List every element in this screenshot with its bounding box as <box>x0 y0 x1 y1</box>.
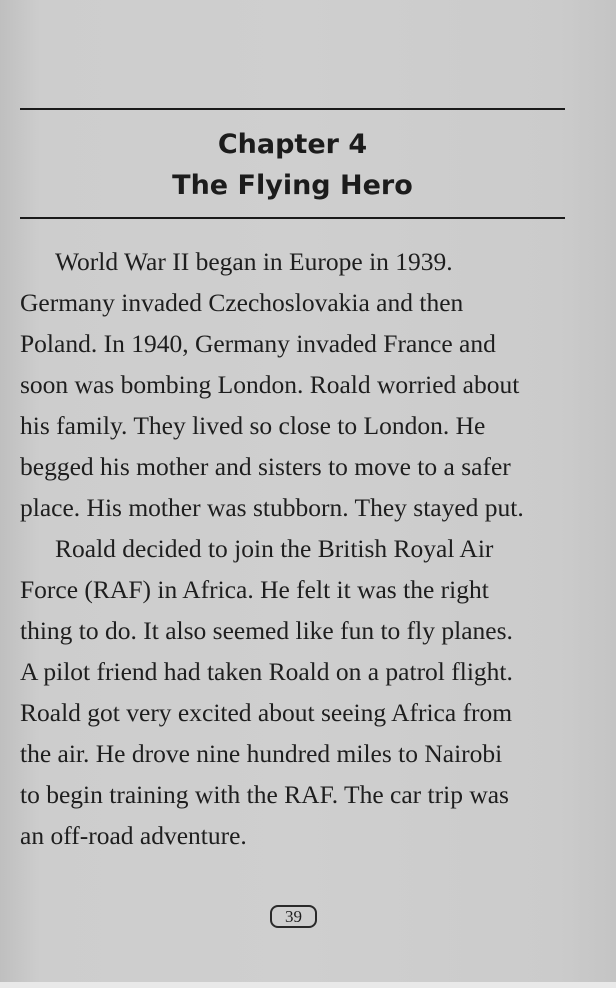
text-line: Poland. In 1940, Germany invaded France and <box>20 329 496 358</box>
text-line: A pilot friend had taken Roald on a patrol flight. <box>20 657 513 686</box>
text-line: Roald decided to join the British Royal Air <box>55 534 494 563</box>
text-line: Roald got very excited about seeing Africa from <box>20 698 513 727</box>
chapter-title: The Flying Hero <box>172 170 413 201</box>
paragraph <box>20 528 580 856</box>
chapter-bottom-rule <box>20 217 565 219</box>
text-line: to begin training with the RAF. The car trip was <box>20 780 509 809</box>
text-line: Germany invaded Czechoslovakia and then <box>20 288 464 317</box>
text-line: Force (RAF) in Africa. He felt it was the right <box>20 575 489 604</box>
text-line: soon was bombing London. Roald worried about <box>20 370 520 399</box>
text-line: place. His mother was stubborn. They stayed put. <box>20 493 524 522</box>
text-line: the air. He drove nine hundred miles to Nairobi <box>20 739 503 768</box>
text-line: World War II began in Europe in 1939. <box>55 247 453 276</box>
page-bottom-edge <box>0 982 616 988</box>
text-line: an off-road adventure. <box>20 821 247 850</box>
text-line: his family. They lived so close to London. He <box>20 411 486 440</box>
text-line: thing to do. It also seemed like fun to fly planes. <box>20 616 513 645</box>
paragraph <box>20 241 580 528</box>
body-text <box>20 241 580 856</box>
chapter-top-rule <box>20 108 565 110</box>
text-line: begged his mother and sisters to move to a safer <box>20 452 511 481</box>
page-number: 39 <box>270 905 317 928</box>
chapter-heading <box>20 124 565 206</box>
chapter-number: Chapter 4 <box>217 129 368 160</box>
